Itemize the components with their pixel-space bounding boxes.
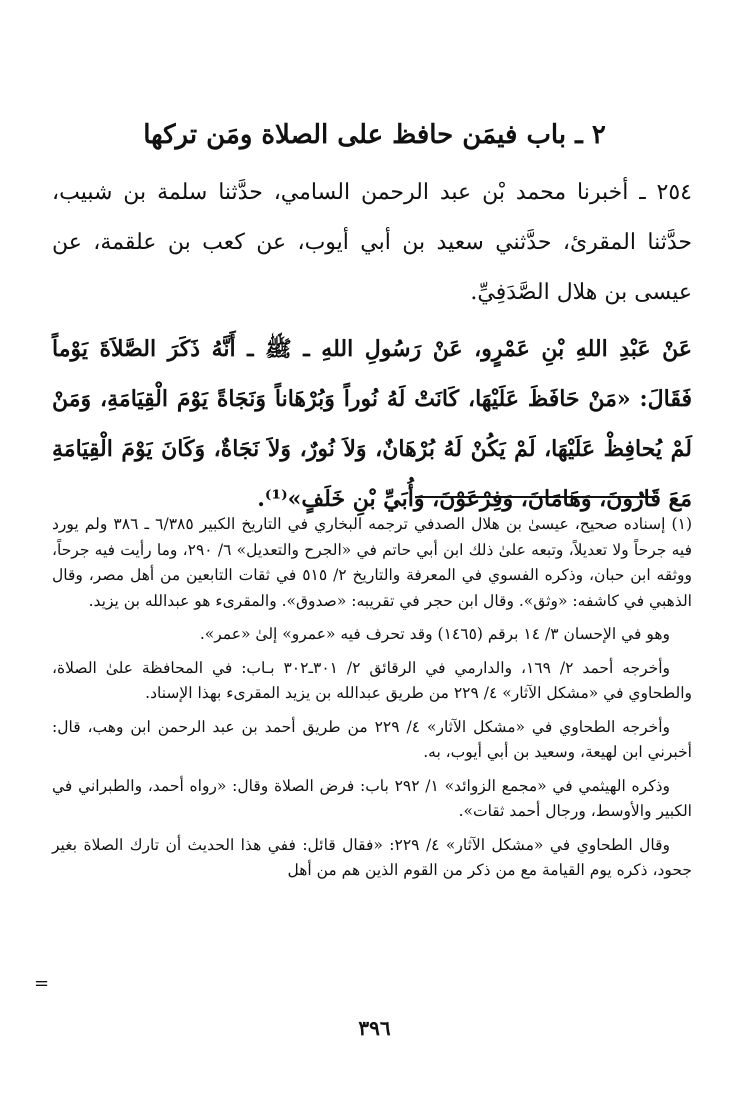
footnote-separator	[415, 496, 655, 498]
hadith-paragraph: عَنْ عَبْدِ اللهِ بْنِ عَمْرٍو، عَنْ رَسُولِ اللهِ ـ ﷺ ـ أَنَّهُ ذَكَرَ الصَّلاَةَ يَوْماً فَقَالَ: «مَنْ حَافَظَ عَلَيْهَا، كَانَتْ لَهُ نُوراً وَبُرْهَاناً وَنَجَاةً يَوْمَ الْقِيَامَةِ، وَمَنْ لَمْ يُحافِظْ عَلَيْهَا، لَمْ يَكُنْ لَهُ بُرْهَانٌ، وَلاَ نُورٌ، وَلاَ نَجَاةٌ، وَكَانَ يَوْمَ الْقِيَامَةِ مَعَ قَارُونَ، وَهَامَانَ، وَفِرْعَوْنَ، وَأُبَيِّ بْنِ خَلَفٍ»⁽¹⁾.	[52, 336, 692, 512]
continuation-mark: =	[34, 973, 50, 994]
main-text	[52, 168, 692, 524]
chapter-title: ٢ ـ باب فيمَن حافظ على الصلاة ومَن تركها	[143, 120, 606, 150]
footnote-paragraph: وأخرجه أحمد ٢/ ١٦٩، والدارمي في الرقائق ٢/ ٣٠١ـ٣٠٢ بـاب: في المحافظة علىٰ الصلاة، والطحاوي في «مشكل الآثار» ٤/ ٢٢٩ من طريق عبدالله بن يزيد المقرىء بهذا الإسناد.	[52, 658, 692, 702]
footnote-paragraph: وقال الطحاوي في «مشكل الآثار» ٤/ ٢٢٩: «فقال قائل: ففي هذا الحديث أن تارك الصلاة بغير جحود، ذكره يوم القيامة مع من ذكر من القوم الذين هم من أهل	[52, 835, 692, 879]
footnote-paragraph: (١) إسناده صحيح، عيسىٰ بن هلال الصدفي ترجمه البخاري في التاريخ الكبير ٦/٣٨٥ ـ ٣٨٦ ولم يورد فيه جرحاً ولا تعديلاً، وتبعه علىٰ ذلك ابن أبي حاتم في «الجرح والتعديل» ٦/ ٢٩٠، وما رأيت فيه جرحاً، ووثقه ابن حبان، وذكره الفسوي في المعرفة والتاريخ ٢/ ٥١٥ في ثقات التابعين من أهل مصر، وقال الذهبي في كاشفه: «وثق». وقال ابن حجر في تقريبه: «صدوق». والمقرىء هو عبدالله بن يزيد.	[52, 515, 693, 610]
footnote-paragraph: وهو في الإحسان ٣/ ١٤ برقم (١٤٦٥) وقد تحرف فيه «عمرو» إلىٰ «عمر».	[199, 625, 670, 643]
footnotes	[52, 512, 692, 892]
page-number: ٣٩٦	[358, 1016, 391, 1040]
footnote-paragraph: وذكره الهيثمي في «مجمع الزوائد» ١/ ٢٩٢ باب: فرض الصلاة وقال: «رواه أحمد، والطبراني في الكبير والأوسط، ورجال أحمد ثقات».	[52, 776, 692, 820]
isnad-paragraph: ٢٥٤ ـ أخبرنا محمد بْن عبد الرحمن السامي، حدَّثنا سلمة بن شبيب، حدَّثنا المقرئ، حدَّثني سعيد بن أبي أيوب، عن كعب بن علقمة، عن عيسى بن هلال الصَّدَفِيِّ.	[52, 180, 692, 305]
footnote-paragraph: وأخرجه الطحاوي في «مشكل الآثار» ٤/ ٢٢٩ من طريق أحمد بن عبد الرحمن ابن وهب، قال: أخبرني ابن لهيعة، وسعيد بن أبي أيوب، به.	[52, 717, 692, 761]
